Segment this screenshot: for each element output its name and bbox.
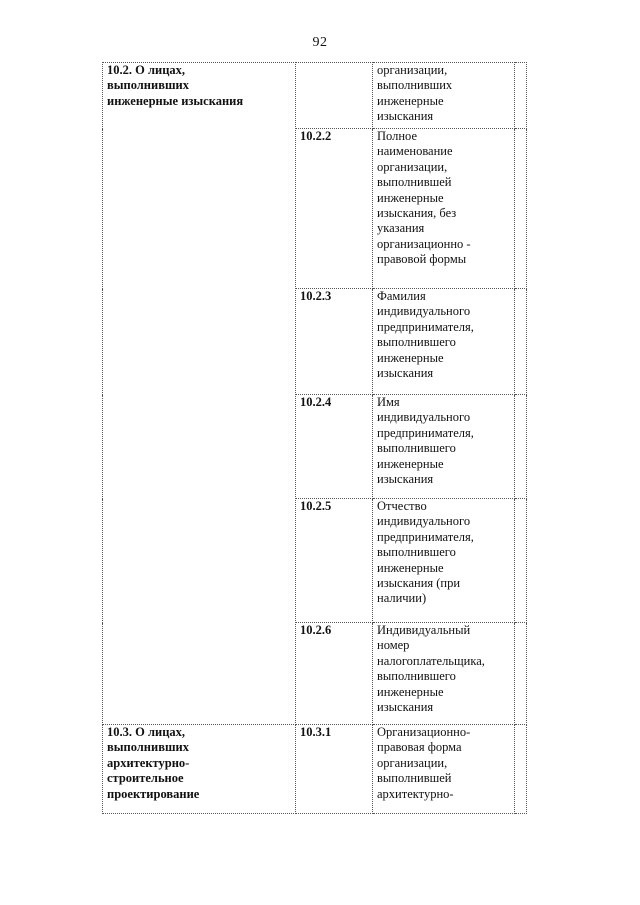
description-cell (373, 499, 515, 623)
description-text: Отчество индивидуального предпринимателя, выполнившего инженерные изыскания (при наличии) (377, 499, 474, 606)
code-cell (296, 63, 373, 129)
value-cell (515, 63, 527, 129)
value-cell (515, 395, 527, 499)
section-cell (103, 725, 296, 814)
description-cell (373, 63, 515, 129)
description-text: организации, выполнивших инженерные изыскания (377, 63, 453, 124)
code-cell: 10.2.5 (296, 499, 373, 623)
value-cell (515, 499, 527, 623)
section-title: 10.3. О лицах, выполнивших архитектурно- строительное проектирование (107, 725, 200, 801)
section-title: 10.2. О лицах, выполнивших инженерные изыскания (107, 63, 244, 108)
code-cell: 10.2.6 (296, 623, 373, 725)
code-cell: 10.2.4 (296, 395, 373, 499)
value-cell (515, 129, 527, 289)
description-cell (373, 725, 515, 814)
description-text: Имя индивидуального предпринимателя, выполнившего инженерные изыскания (377, 395, 474, 487)
section-cell (103, 63, 296, 725)
description-text: Организационно- правовая форма организации, выполнившей архитектурно- (377, 725, 471, 801)
requirements-table (102, 62, 527, 814)
value-cell (515, 289, 527, 395)
description-text: Полное наименование организации, выполнившей инженерные изыскания, без указания организационно - правовой формы (377, 129, 471, 267)
description-cell (373, 395, 515, 499)
description-cell (373, 623, 515, 725)
description-cell (373, 289, 515, 395)
table-row (103, 725, 527, 814)
value-cell (515, 725, 527, 814)
value-cell (515, 623, 527, 725)
description-text: Фамилия индивидуального предпринимателя, выполнившего инженерные изыскания (377, 289, 474, 381)
page-number: 92 (312, 35, 328, 50)
table-row (103, 63, 527, 129)
description-text: Индивидуальный номер налогоплательщика, выполнившего инженерные изыскания (377, 623, 485, 715)
code-cell: 10.2.2 (296, 129, 373, 289)
code-cell: 10.3.1 (296, 725, 373, 814)
code-cell: 10.2.3 (296, 289, 373, 395)
description-cell (373, 129, 515, 289)
